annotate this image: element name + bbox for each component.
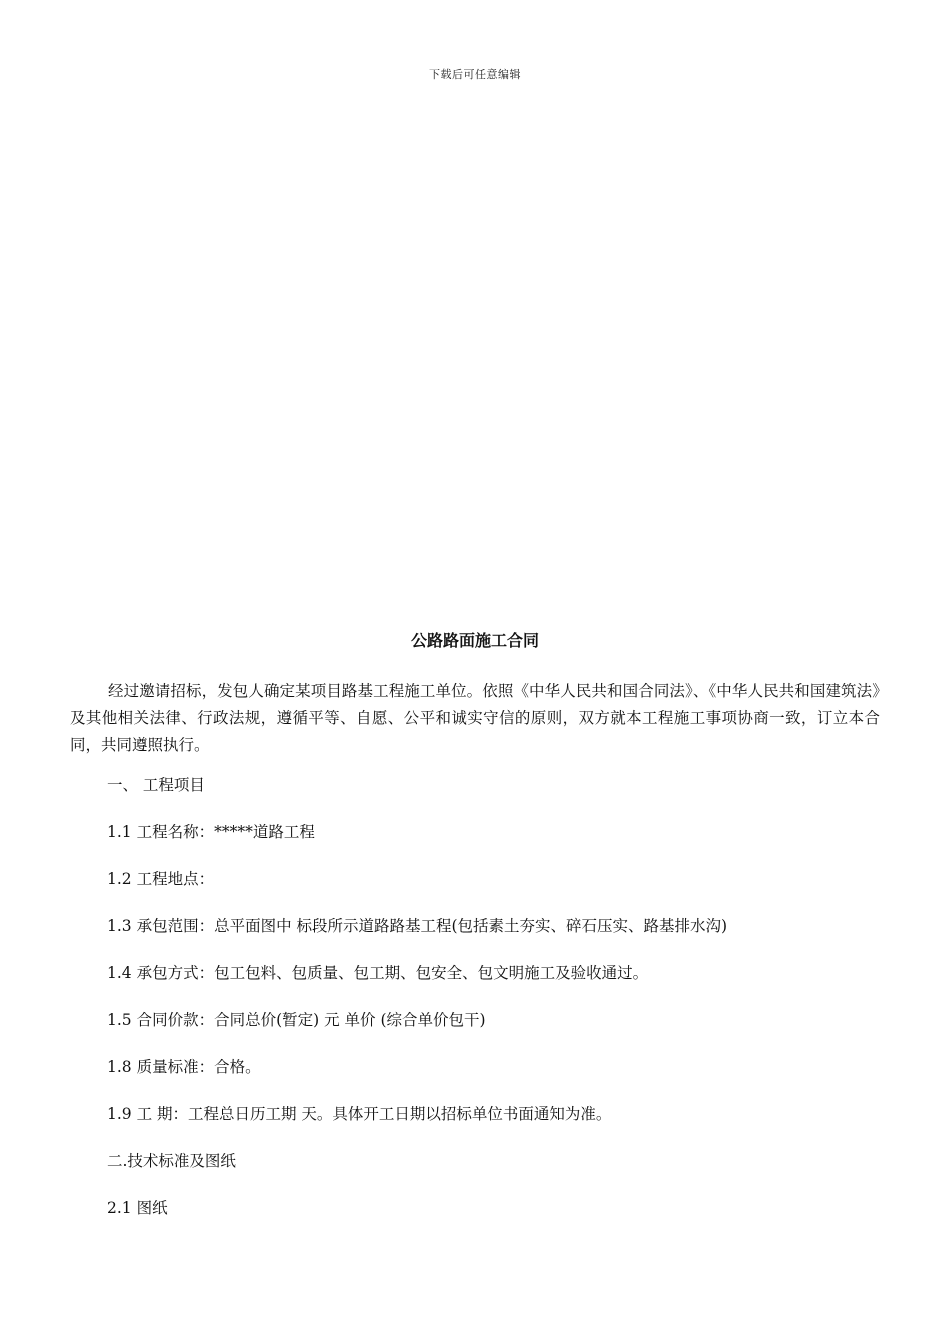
section-2-heading: 二.技术标准及图纸 — [107, 1152, 236, 1170]
intro-paragraph: 经过邀请招标，发包人确定某项目路基工程施工单位。依照《中华人民共和国合同法》、《中华人民共和国建筑法》及其他相关法律、行政法规，遵循平等、自愿、公平和诚实守信的原则，双方就本工程施工事项协商一致，订立本合同，共同遵照执行。 — [70, 682, 880, 754]
clause-1-9: 1.9 工 期：工程总日历工期 天。具体开工日期以招标单位书面通知为准。 — [107, 1105, 612, 1123]
document-title: 公路路面施工合同 — [410, 631, 539, 650]
section-1-heading: 一、 工程项目 — [107, 776, 205, 794]
clause-1-2: 1.2 工程地点： — [107, 870, 215, 888]
clause-1-3: 1.3 承包范围：总平面图中 标段所示道路路基工程(包括素土夯实、碎石压实、路基排水沟) — [107, 917, 728, 935]
header-note: 下载后可任意编辑 — [429, 68, 521, 81]
clause-1-5: 1.5 合同价款：合同总价(暂定) 元 单价 (综合单价包干) — [107, 1011, 486, 1029]
clause-2-1: 2.1 图纸 — [107, 1199, 168, 1217]
clause-1-8: 1.8 质量标准：合格。 — [107, 1058, 261, 1076]
clause-1-4: 1.4 承包方式：包工包料、包质量、包工期、包安全、包文明施工及验收通过。 — [107, 964, 649, 982]
clause-1-1: 1.1 工程名称：*****道路工程 — [107, 823, 315, 841]
